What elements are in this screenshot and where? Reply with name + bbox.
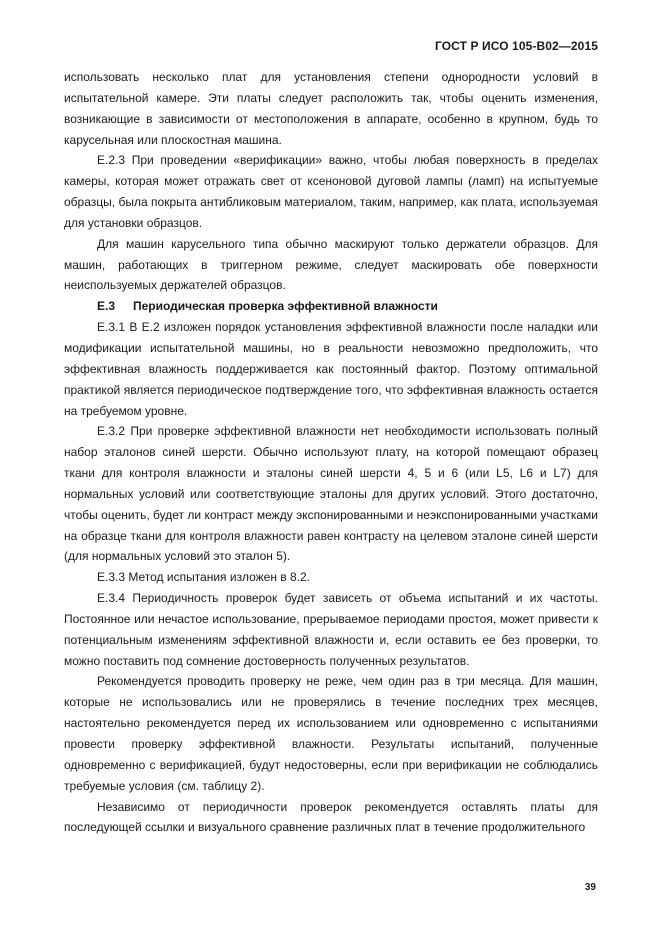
page-number: 39 bbox=[584, 882, 596, 893]
page-body bbox=[64, 67, 598, 838]
paragraph-e-3-3: Е.3.3 Метод испытания изложен в 8.2. bbox=[97, 570, 311, 585]
document-header: ГОСТ Р ИСО 105-В02—2015 bbox=[434, 39, 598, 53]
paragraph-e-3-4: Е.3.4 Периодичность проверок будет зависеть от объема испытаний и их частоты. Постоянное или нечастое использование, прерываемое периодами простоя, может привести к потенциальным изменениям эффективной влажности и, если оставить ее без проверки, то можно поставить под сомнение достоверность полученных результатов. bbox=[64, 591, 598, 668]
paragraph-recommendation: Рекомендуется проводить проверку не реже, чем один раз в три месяца. Для машин, которые не использовались или не проверялись в течение последних трех месяцев, настоятельно рекомендуется перед их использованием или одновременно с испытаниями провести проверку эффективной влажности. Результаты испытаний, полученные одновременно с верификацией, будут недостоверны, если при верификации не соблюдались требуемые условия (см. таблицу 2). bbox=[64, 674, 598, 793]
paragraph: использовать несколько плат для установления степени однородности условий в испытательной камере. Эти платы следует расположить так, чтобы оценить изменения, возникающие в зависимости от местоположения в аппарате, особенно в крупном, будь то карусельная или плоскостная машина. bbox=[64, 70, 598, 147]
paragraph-e-3-2: Е.3.2 При проверке эффективной влажности нет необходимости использовать полный набор эталонов синей шерсти. Обычно используют плату, на которой помещают образец ткани для контроля влажности и эталоны синей шерсти 4, 5 и 6 (или L5, L6 и L7) для нормальных условий или соответствующие эталоны для других условий. Этого достаточно, чтобы оценить, будет ли контраст между экспонированными и неэкспонированными участками на образце ткани для контроля влажности равен контрасту на целевом эталоне синей шерсти (для нормальных условий это эталон 5). bbox=[64, 424, 598, 564]
paragraph-e-3-1: Е.3.1 В Е.2 изложен порядок установления эффективной влажности после наладки или модификации испытательной машины, но в реальности невозможно предположить, что эффективная влажность поддерживается как постоянный фактор. Поэтому оптимальной практикой является периодическое подтверждение того, что эффективная влажность остается на требуемом уровне. bbox=[64, 320, 598, 418]
section-number: Е.3 bbox=[97, 299, 116, 314]
paragraph-e-2-3: Е.2.3 При проведении «верификации» важно, чтобы любая поверхность в пределах камеры, которая может отражать свет от ксеноновой дуговой лампы (ламп) на испытуемые образцы, была покрыта антибликовым материалом, таким, например, как плата, используемая для установки образцов. bbox=[64, 153, 598, 230]
paragraph-carousel-machines: Для машин карусельного типа обычно маскируют только держатели образцов. Для машин, работающих в триггерном режиме, следует маскировать обе поверхности неиспользуемых держателей образцов. bbox=[64, 236, 598, 293]
paragraph-plates-retention: Независимо от периодичности проверок рекомендуется оставлять платы для последующей ссылки и визуального сравнение различных плат в течение продолжительного bbox=[64, 799, 598, 835]
section-heading bbox=[64, 296, 598, 317]
section-title: Периодическая проверка эффективной влажности bbox=[133, 299, 438, 314]
